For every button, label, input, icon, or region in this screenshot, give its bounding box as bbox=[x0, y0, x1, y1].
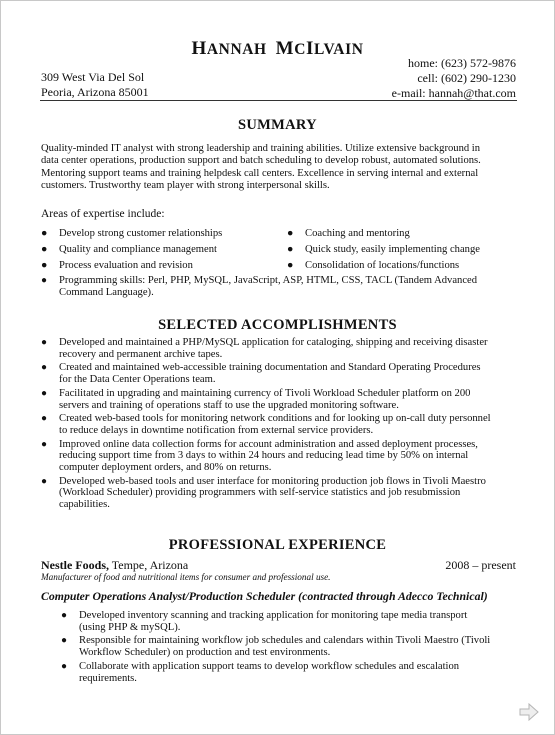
paragraph-line: data center operations, production support and batch scheduling to develop robust, automated solutions. bbox=[41, 155, 481, 167]
list-item: ● Responsible for maintaining workflow job schedules and calendars within Tivoli Maestro (Tivoli Workflow Scheduler) on production and test environments. bbox=[61, 635, 491, 659]
list-item: ● Programming skills: Perl, PHP, MySQL, JavaScript, ASP, HTML, CSS, TACL (Tandem Advanced Command Language). bbox=[41, 275, 478, 298]
contact-block bbox=[392, 56, 516, 101]
job-dates: 2008 – present bbox=[445, 558, 516, 572]
resume-name: HANNAH MCILVAIN bbox=[191, 38, 364, 59]
expertise-label: Areas of expertise include: bbox=[41, 208, 165, 220]
email: e-mail: hannah@that.com bbox=[391, 86, 516, 100]
employer-description: Manufacturer of food and nutritional items for consumer and professional use. bbox=[41, 572, 331, 582]
list-item: ● Improved online data collection forms for account administration and assed deployment processes, reducing support time from 3 days to within 24 hours and reducing lead time by 50% on internal computer deployment orders, and 80% on returns. bbox=[41, 438, 478, 474]
job-duties-list bbox=[61, 610, 519, 686]
list-item: ● Created and maintained web-accessible training documentation and Standard Operating Procedures for the Data Center Operations team. bbox=[41, 362, 481, 386]
bullet-icon: ● bbox=[41, 387, 48, 399]
list-item: ● Coaching and mentoring bbox=[287, 226, 517, 242]
paragraph-line: Quality-minded IT analyst with strong leadership and training abilities. Utilize extensive background in bbox=[41, 143, 481, 154]
bullet-icon: ● bbox=[41, 228, 48, 239]
bullet-icon: ● bbox=[287, 228, 294, 239]
list-item: ● Develop strong customer relationships bbox=[41, 226, 281, 242]
list-item: ● Developed inventory scanning and tracking application for monitoring tape media transport (using PHP & mySQL). bbox=[61, 610, 468, 633]
bullet-icon: ● bbox=[41, 337, 48, 348]
cell-phone: cell: (602) 290-1230 bbox=[417, 71, 516, 85]
employer bbox=[41, 558, 188, 573]
list-item: ● Facilitated in upgrading and maintaining currency of Tivoli Workload Scheduler platform on 200 servers and training of operations staff to use the upgraded monitoring software. bbox=[41, 387, 471, 411]
bullet-icon: ● bbox=[41, 275, 48, 286]
list-item: ● Quality and compliance management bbox=[41, 242, 281, 258]
bullet-icon: ● bbox=[41, 413, 48, 425]
bullet-icon: ● bbox=[287, 243, 294, 255]
home-phone: home: (623) 572-9876 bbox=[408, 56, 516, 70]
bullet-icon: ● bbox=[61, 635, 68, 647]
list-item: ● Created web-based tools for monitoring network conditions and for looking up on-call duty personnel to reduce delays in downtime notification from external service providers. bbox=[41, 413, 491, 436]
bullet-icon: ● bbox=[41, 475, 48, 487]
employer-name: Nestle Foods, bbox=[41, 558, 109, 572]
summary-paragraph bbox=[41, 143, 513, 192]
bullet-icon: ● bbox=[61, 660, 68, 672]
address-line: Peoria, Arizona 85001 bbox=[41, 85, 149, 99]
list-item: ● Collaborate with application support teams to develop workflow schedules and escalation requirements. bbox=[61, 660, 460, 684]
list-item: ● Developed and maintained a PHP/MySQL application for cataloging, shipping and receiving disaster recovery and permanent archive tapes. bbox=[41, 337, 488, 360]
programming-skills bbox=[41, 275, 519, 300]
bullet-icon: ● bbox=[41, 259, 48, 271]
list-item: ● Consolidation of locations/functions bbox=[287, 258, 517, 274]
list-item: ● Quick study, easily implementing change bbox=[287, 242, 517, 258]
paragraph-line: Mentoring support teams and training helpdesk call centers. Excellence in serving internal and external bbox=[41, 167, 479, 179]
list-item: ● Process evaluation and revision bbox=[41, 258, 281, 274]
list-item: ● Developed web-based tools and user interface for monitoring production job flows in Tivoli Maestro (Workload Scheduler) providing programmers with self-service statistics and job resubmission capabilities. bbox=[41, 475, 486, 511]
paragraph-line: customers. Trustworthy team player with strong interpersonal skills. bbox=[41, 179, 330, 191]
job-title: Computer Operations Analyst/Production Scheduler (contracted through Adecco Technical) bbox=[41, 589, 488, 603]
employer-location: Tempe, Arizona bbox=[109, 558, 189, 572]
bullet-icon: ● bbox=[287, 259, 294, 271]
bullet-icon: ● bbox=[41, 243, 48, 255]
address-line: 309 West Via Del Sol bbox=[41, 70, 145, 84]
bullet-icon: ● bbox=[61, 610, 68, 621]
accomplishments-list bbox=[41, 337, 519, 513]
bullet-icon: ● bbox=[41, 438, 48, 450]
summary-heading: SUMMARY bbox=[238, 117, 317, 133]
next-page-arrow-icon[interactable] bbox=[519, 703, 539, 721]
expertise-left-column bbox=[41, 226, 281, 273]
header-divider bbox=[40, 100, 517, 101]
accomplishments-heading: SELECTED ACCOMPLISHMENTS bbox=[158, 317, 397, 333]
experience-heading: PROFESSIONAL EXPERIENCE bbox=[168, 537, 387, 553]
bullet-icon: ● bbox=[41, 362, 48, 374]
address-block bbox=[41, 70, 149, 100]
expertise-right-column bbox=[287, 226, 517, 273]
